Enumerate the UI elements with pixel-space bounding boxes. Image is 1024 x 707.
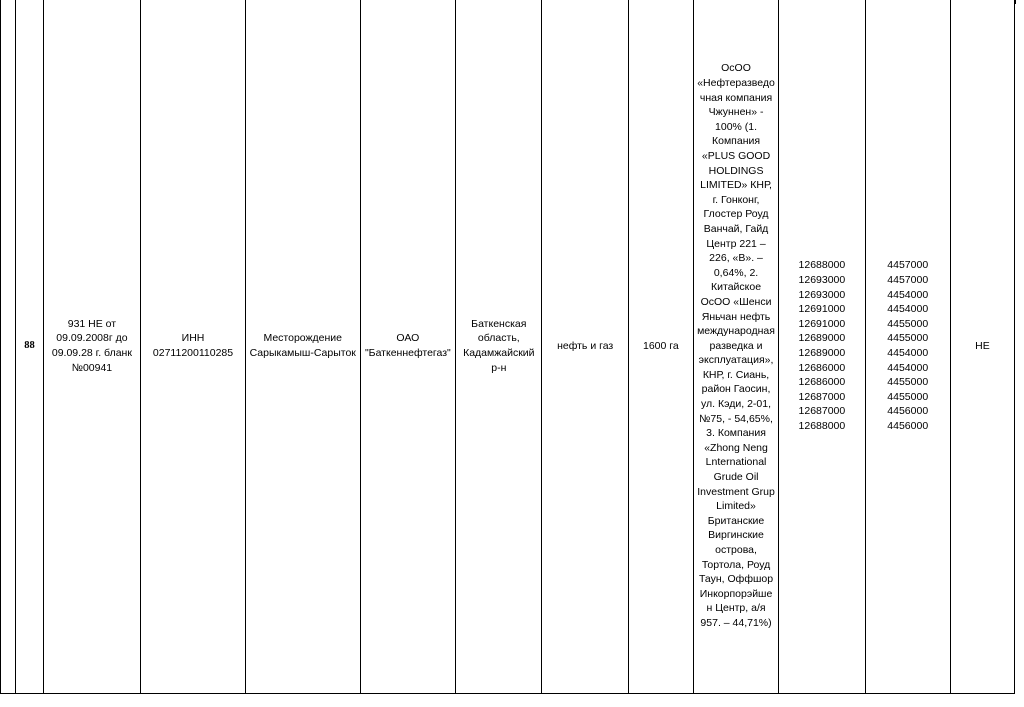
license-cell: 931 НЕ от 09.09.2008г до 09.09.28 г. бланк №00941 xyxy=(43,0,141,694)
coord-y: 4454000 xyxy=(887,288,929,301)
region-cell: Баткенская область, Кадамжайский р-н xyxy=(456,0,542,694)
coord-x: 12687000 xyxy=(798,390,846,403)
coord-y: 4456000 xyxy=(887,405,929,418)
coord-y: 4457000 xyxy=(887,259,929,272)
table-row xyxy=(1,0,1015,694)
owner-cell: ОсОО «Нефтеразведочная компания Чжуннен» - 100% (1. Компания «PLUS GOOD HOLDINGS LIMITED» КНР, г. Гонконг, Глостер Роуд Ванчай, Гайд Центр 221 – 226, «B». – 0,64%, 2. Китайское ОсОО «Шенси Яньчан нефть международная разведка и эксплуатация», КНР, г. Сиань, район Гаосин, ул. Кэди, 2-01, №75, - 54,65%, 3. Компания «Zhong Neng Lnternational Grude Oil Investment Grup Limited» Британские Виргинские острова, Тортола, Роуд Таун, Оффшор Инкорпорэйшен Центр, а/я 957. – 44,71%) xyxy=(693,0,778,694)
field-name-cell: Месторождение Сарыкамыш-Сарыток xyxy=(245,0,360,694)
table-edge-line xyxy=(1015,0,1016,4)
coord-y: 4455000 xyxy=(887,390,929,403)
inn-cell: ИНН 02711200110285 xyxy=(141,0,246,694)
coord-y: 4454000 xyxy=(887,361,929,374)
coord-x: 12691000 xyxy=(798,317,846,330)
coords-y-cell xyxy=(865,0,950,694)
coord-x: 12686000 xyxy=(798,361,846,374)
status-cell: НЕ xyxy=(950,0,1014,694)
mineral-cell: нефть и газ xyxy=(542,0,628,694)
row-number: 88 xyxy=(16,0,43,694)
coord-y: 4456000 xyxy=(887,419,929,432)
coord-y: 4454000 xyxy=(887,347,929,359)
coord-x: 12689000 xyxy=(798,332,846,345)
company-cell: ОАО "Баткеннефтегаз" xyxy=(360,0,456,694)
coord-y: 4454000 xyxy=(887,303,929,316)
coord-x: 12687000 xyxy=(798,405,846,418)
coord-x: 12688000 xyxy=(798,419,846,432)
coord-y: 4457000 xyxy=(887,274,929,287)
coord-x: 12691000 xyxy=(798,303,846,316)
area-cell: 1600 га xyxy=(628,0,693,694)
coord-x: 12686000 xyxy=(798,376,846,389)
coord-y: 4455000 xyxy=(887,332,929,345)
coord-y: 4455000 xyxy=(887,376,929,389)
coord-y: 4455000 xyxy=(887,317,929,330)
coord-x: 12688000 xyxy=(798,259,846,272)
coord-x: 12693000 xyxy=(798,274,846,287)
coord-x: 12693000 xyxy=(798,288,846,301)
row-marker-cell xyxy=(1,0,16,694)
coords-x-cell xyxy=(779,0,865,694)
coord-x: 12689000 xyxy=(798,347,846,359)
